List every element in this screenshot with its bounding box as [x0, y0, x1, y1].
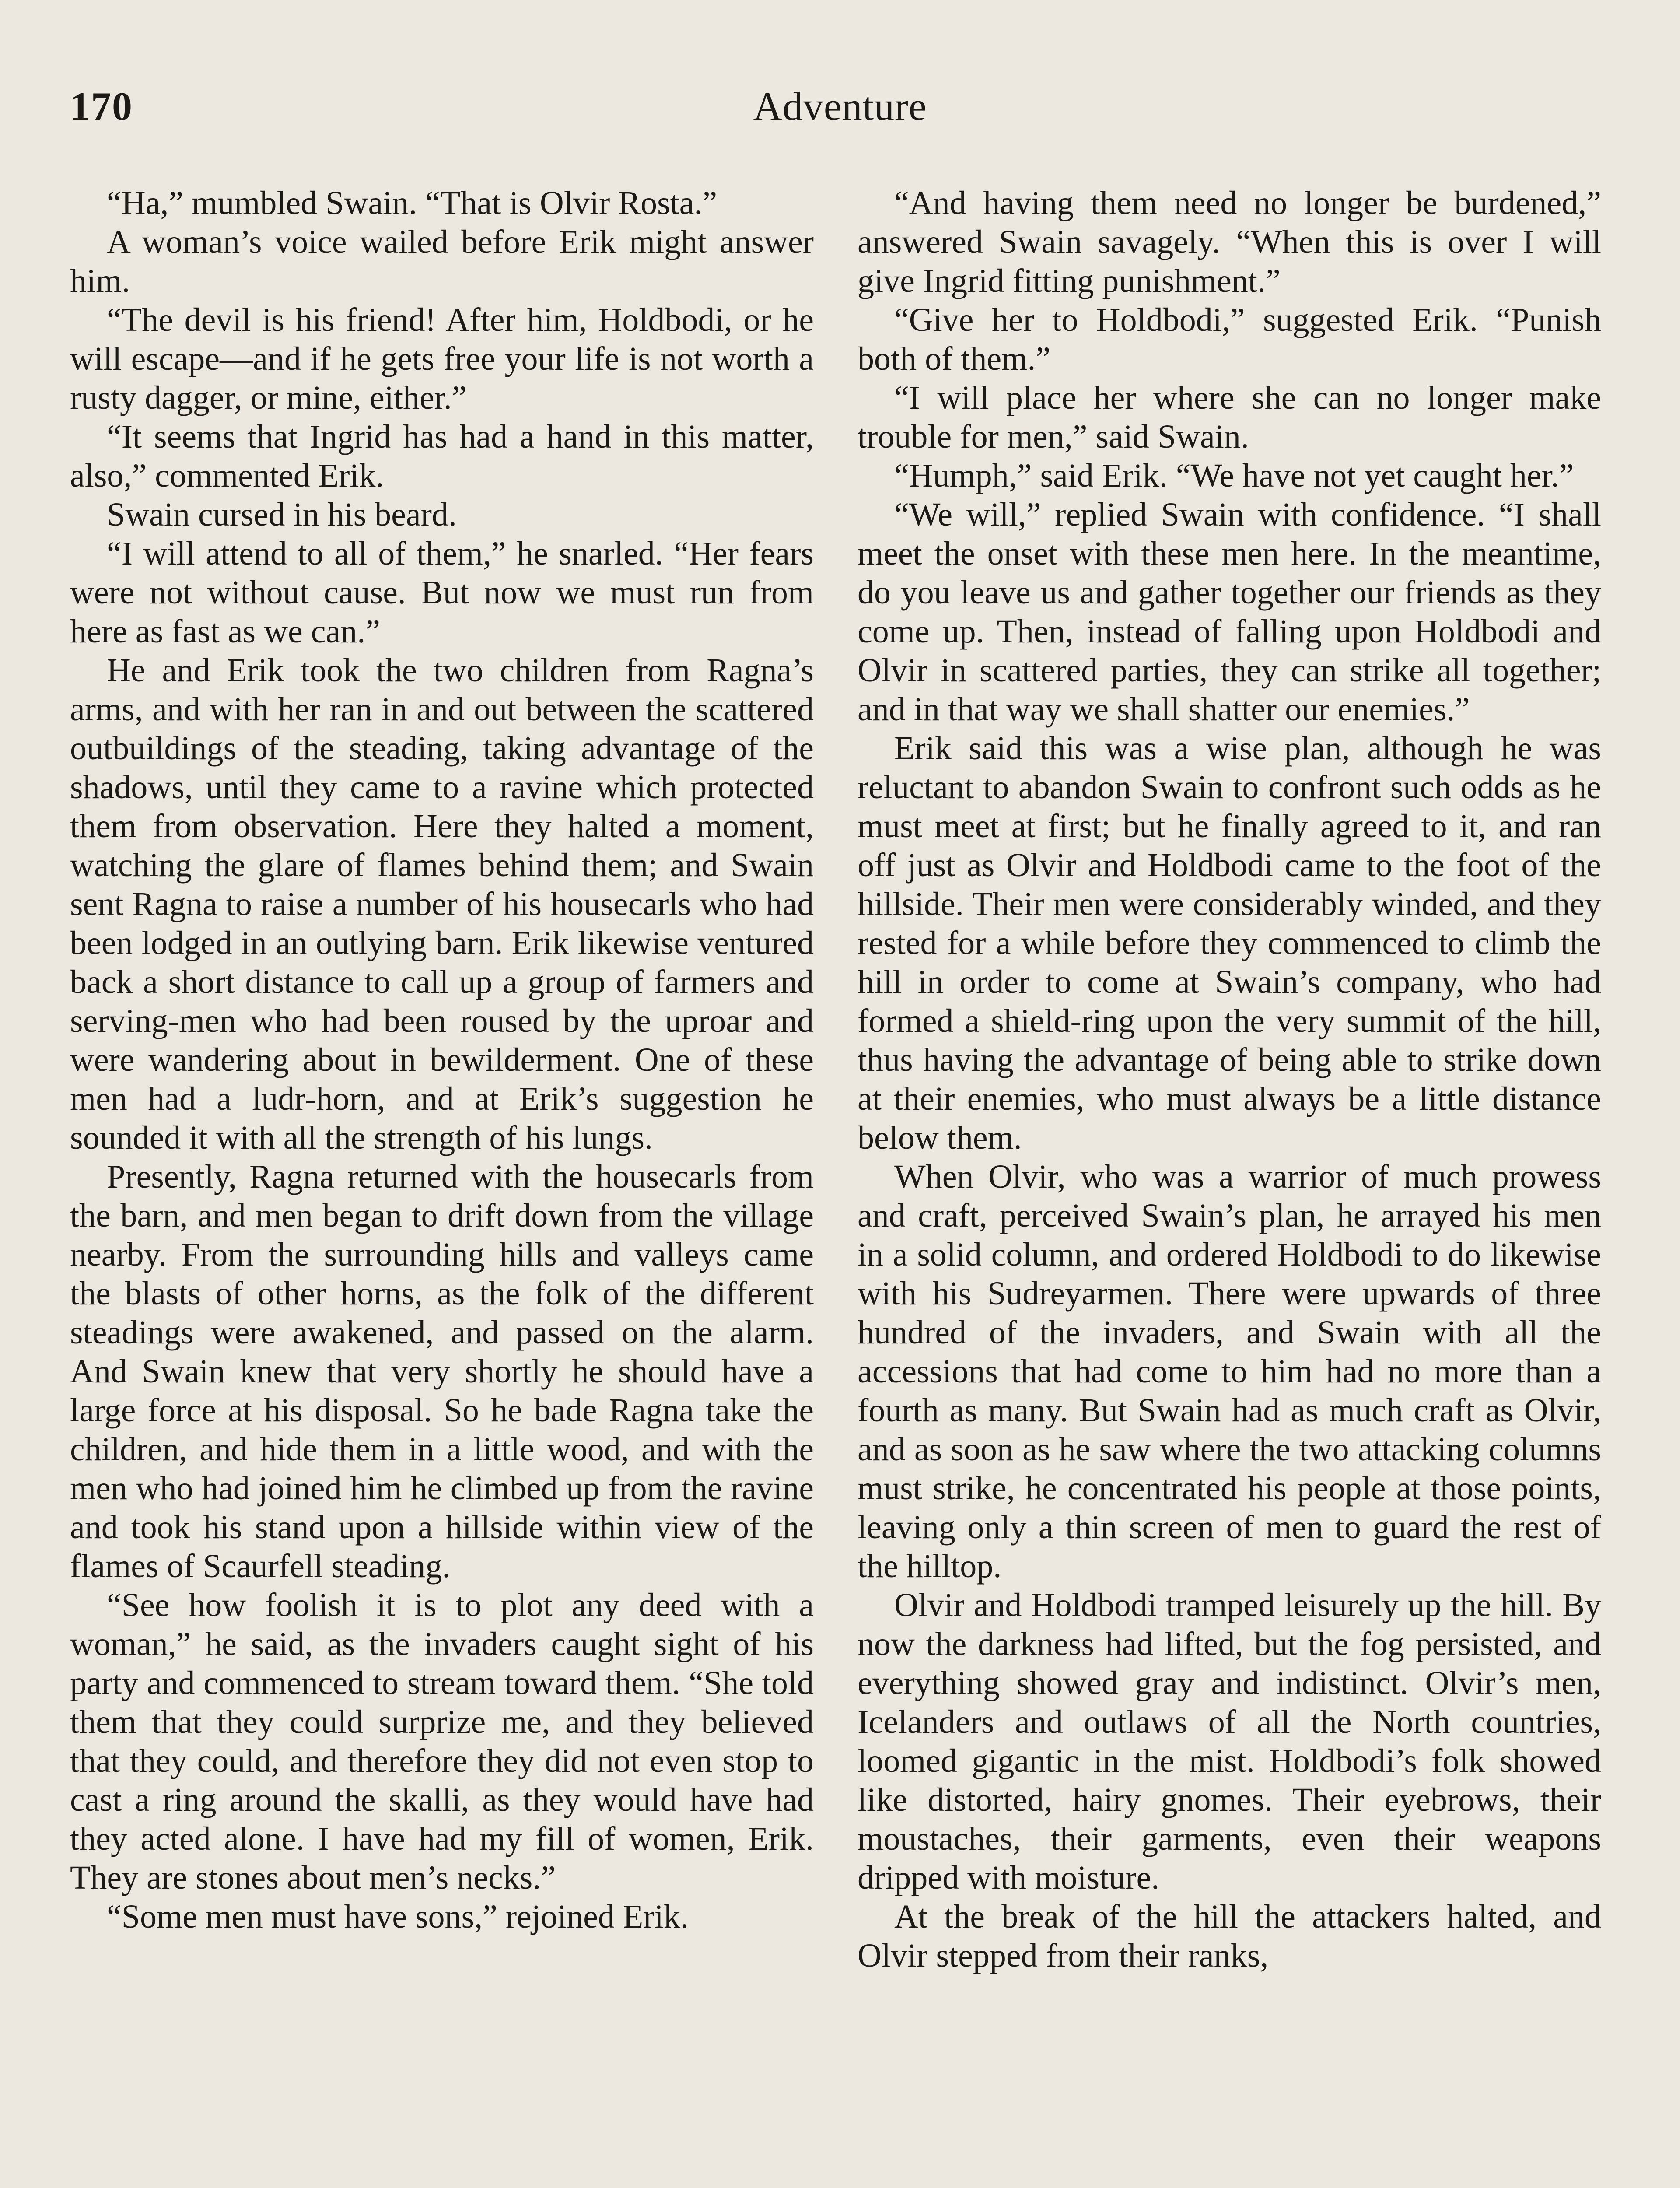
- paragraph: Swain cursed in his beard.: [107, 496, 457, 533]
- paragraph: “Ha,” mumbled Swain. “That is Olvir Rosta.”: [107, 185, 718, 221]
- paragraph: “We will,” replied Swain with confidence. “I shall meet the onset with these men here. In the meantime, do you leave us and gather together our friends as they come up. Then, instead of falling upon Holdbodi and Olvir in scattered parties, they can strike all together; and in that way we shall shatter our enemies.”: [858, 496, 1601, 728]
- paragraph: A woman’s voice wailed before Erik might answer him.: [70, 224, 814, 299]
- paragraph: “Humph,” said Erik. “We have not yet caught her.”: [894, 457, 1574, 494]
- right-column: [858, 184, 1601, 1975]
- paragraph: “I will attend to all of them,” he snarled. “Her fears were not without cause. But now we must run from here as fast as we can.”: [70, 535, 814, 650]
- paragraph: Presently, Ragna returned with the housecarls from the barn, and men began to drift down from the village nearby. From the surrounding hills and valleys came the blasts of other horns, as the folk of the different steadings were awakened, and passed on the alarm. And Swain knew that very shortly he should have a large force at his disposal. So he bade Ragna take the children, and hide them in a little wood, and with the men who had joined him he climbed up from the ravine and took his stand upon a hillside within view of the flames of Scaurfell steading.: [70, 1158, 814, 1585]
- left-column: [70, 184, 814, 1936]
- page-number: 170: [70, 84, 133, 129]
- paragraph: Olvir and Holdbodi tramped leisurely up the hill. By now the darkness had lifted, but the fog persisted, and everything showed gray and indistinct. Olvir’s men, Icelanders and outlaws of all the North countries, loomed gigantic in the mist. Holdbodi’s folk showed like distorted, hairy gnomes. Their eyebrows, their moustaches, their garments, even their weapons dripped with moisture.: [858, 1587, 1601, 1896]
- paragraph: “It seems that Ingrid has had a hand in this matter, also,” commented Erik.: [70, 418, 814, 494]
- paragraph: He and Erik took the two children from Ragna’s arms, and with her ran in and out between the scattered outbuildings of the steading, taking advantage of the shadows, until they came to a ravine which protected them from observation. Here they halted a moment, watching the glare of flames behind them; and Swain sent Ragna to raise a number of his housecarls who had been lodged in an outlying barn. Erik likewise ventured back a short distance to call up a group of farmers and serving-men who had been roused by the uproar and were wandering about in bewilderment. One of these men had a ludr-horn, and at Erik’s suggestion he sounded it with all the strength of his lungs.: [70, 652, 814, 1156]
- paragraph: “Give her to Holdbodi,” suggested Erik. “Punish both of them.”: [858, 302, 1601, 377]
- paragraph: Erik said this was a wise plan, although he was reluctant to abandon Swain to confront such odds as he must meet at first; but he finally agreed to it, and ran off just as Olvir and Holdbodi came to the foot of the hillside. Their men were considerably winded, and they rested for a while before they commenced to climb the hill in order to come at Swain’s company, who had formed a shield-ring upon the very summit of the hill, thus having the advantage of being able to strike down at their enemies, who must always be a little distance below them.: [858, 730, 1601, 1156]
- paragraph: When Olvir, who was a warrior of much prowess and craft, perceived Swain’s plan, he arrayed his men in a solid column, and ordered Holdbodi to do likewise with his Sudreyarmen. There were upwards of three hundred of the invaders, and Swain with all the accessions that had come to him had no more than a fourth as many. But Swain had as much craft as Olvir, and as soon as he saw where the two attacking columns must strike, he concentrated his people at those points, leaving only a thin screen of men to guard the rest of the hilltop.: [858, 1158, 1601, 1585]
- paragraph: “Some men must have sons,” rejoined Erik.: [107, 1898, 689, 1935]
- paragraph: “The devil is his friend! After him, Holdbodi, or he will escape—and if he gets free your life is not worth a rusty dagger, or mine, either.”: [70, 302, 814, 416]
- paragraph: “And having them need no longer be burdened,” answered Swain savagely. “When this is over I will give Ingrid fitting punishment.”: [858, 185, 1601, 299]
- running-head: Adventure: [753, 84, 927, 129]
- paragraph: At the break of the hill the attackers halted, and Olvir stepped from their ranks,: [858, 1898, 1601, 1974]
- paragraph: “See how foolish it is to plot any deed with a woman,” he said, as the invaders caught sight of his party and commenced to stream toward them. “She told them that they could surprize me, and they believed that they could, and therefore they did not even stop to cast a ring around the skalli, as they would have had they acted alone. I have had my fill of women, Erik. They are stones about men’s necks.”: [70, 1587, 814, 1896]
- paragraph: “I will place her where she can no longer make trouble for men,” said Swain.: [858, 379, 1601, 455]
